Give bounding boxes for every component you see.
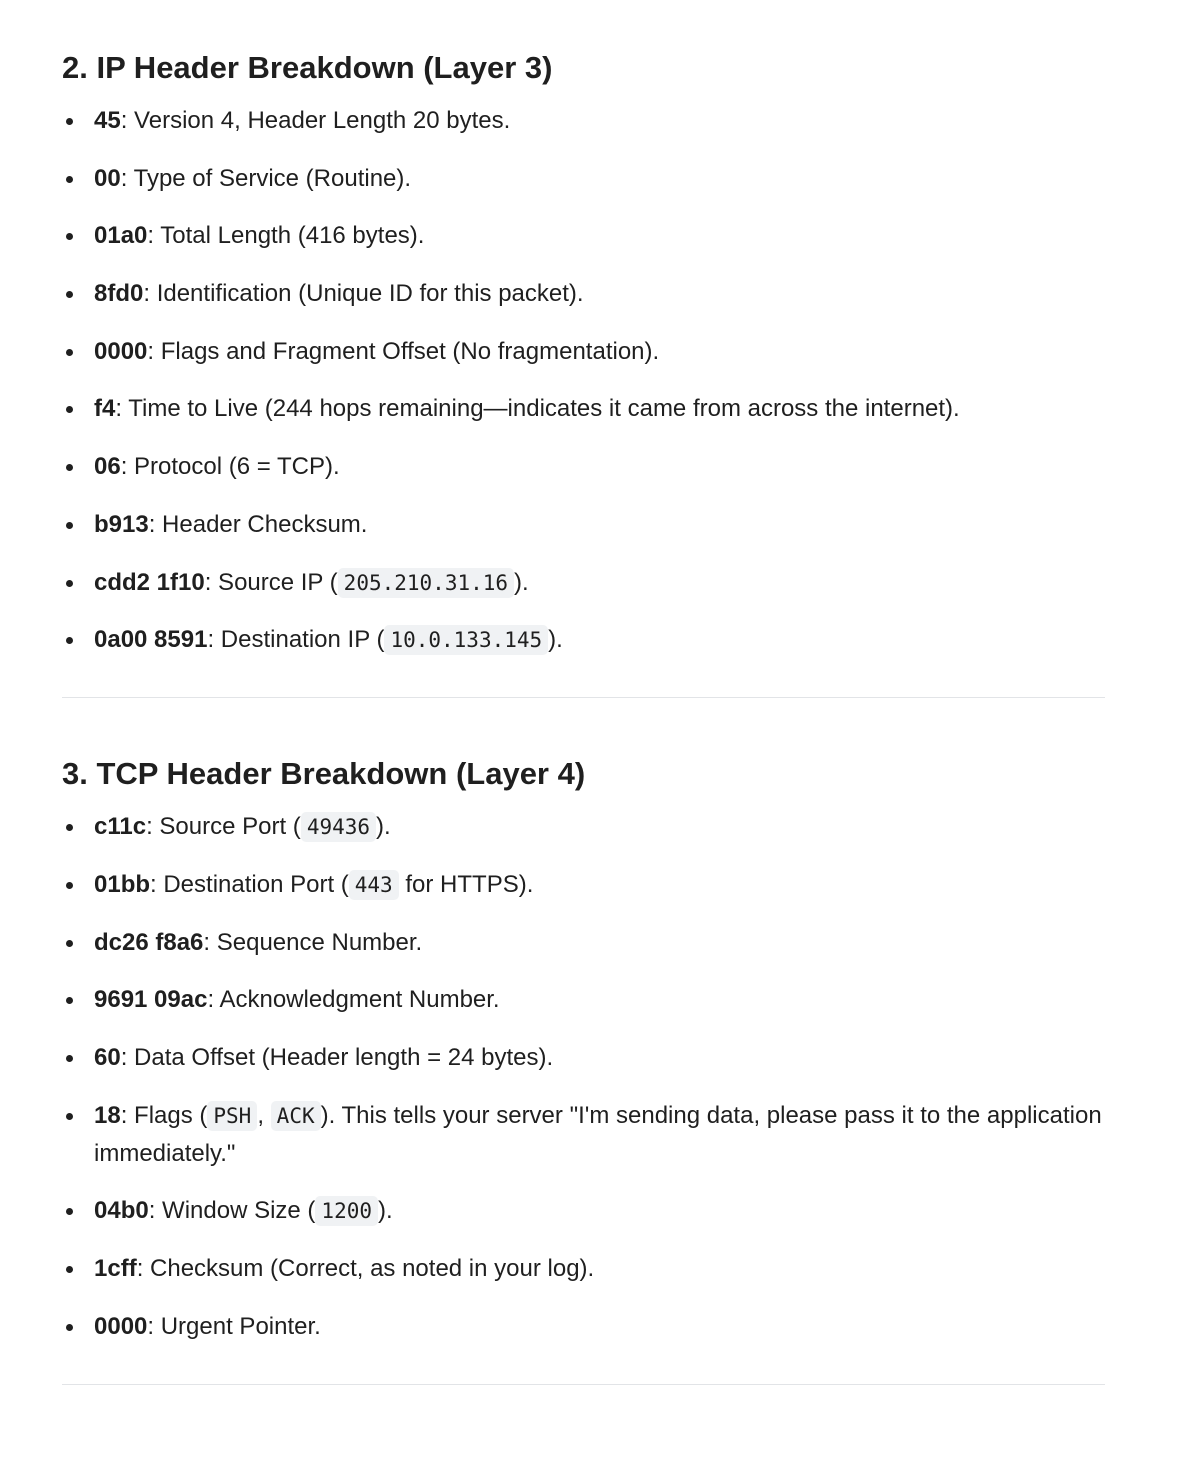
list-item <box>62 981 1105 1019</box>
field-hex: 04b0 <box>94 1197 149 1225</box>
list-item <box>62 217 1105 255</box>
field-hex: 01a0 <box>94 222 148 250</box>
field-hex: 06 <box>94 453 121 481</box>
ip-header-section <box>62 48 1105 659</box>
inline-code: ACK <box>271 1101 321 1131</box>
field-description: : Window Size ( <box>148 1197 316 1225</box>
inline-code: 49436 <box>301 812 376 842</box>
section-heading: 3. TCP Header Breakdown (Layer 4) <box>62 756 586 792</box>
inline-code: PSH <box>207 1101 257 1131</box>
field-description-end: ). <box>548 626 563 654</box>
field-description: : Urgent Pointer. <box>147 1312 321 1340</box>
field-hex: 18 <box>94 1101 121 1129</box>
field-description: : Acknowledgment Number. <box>207 986 500 1014</box>
field-description: : Sequence Number. <box>203 928 423 956</box>
list-item <box>62 390 1105 428</box>
field-hex: cdd2 1f10 <box>94 568 205 596</box>
list-item <box>62 1097 1105 1173</box>
field-description-end: ). <box>378 1197 393 1225</box>
field-hex: 00 <box>94 164 121 192</box>
field-hex: 0a00 8591 <box>94 626 208 654</box>
list-item <box>62 448 1105 486</box>
field-description: : Checksum (Correct, as noted in your log). <box>136 1255 595 1282</box>
field-description: : Destination Port ( <box>150 870 349 898</box>
section-heading: 2. IP Header Breakdown (Layer 3) <box>62 50 553 85</box>
ip-field-list <box>62 102 1105 659</box>
inline-code: 443 <box>349 870 399 900</box>
field-hex: 1cff <box>94 1255 137 1282</box>
field-hex: 01bb <box>94 870 151 898</box>
inline-code: 10.0.133.145 <box>384 625 548 655</box>
field-hex: 45 <box>94 107 121 134</box>
list-item <box>62 275 1105 313</box>
list-item <box>62 102 1105 140</box>
field-description: : Protocol (6 = TCP). <box>120 453 340 481</box>
field-description: : Flags and Fragment Offset (No fragmentation). <box>147 337 660 365</box>
inline-code: 1200 <box>315 1196 378 1226</box>
field-description-end: ). This tells your server "I'm sending data, please pass it to the application immediately." <box>94 1101 1102 1167</box>
list-item <box>62 621 1105 659</box>
list-item <box>62 924 1105 962</box>
field-description: : Identification (Unique ID for this packet). <box>143 280 584 308</box>
list-item <box>62 1308 1105 1346</box>
field-separator: , <box>257 1101 271 1129</box>
field-description: : Time to Live (244 hops remaining—indicates it came from across the internet). <box>115 395 960 423</box>
field-description: : Type of Service (Routine). <box>120 164 412 192</box>
section-divider <box>62 1384 1105 1385</box>
field-description-end: for HTTPS). <box>398 870 534 898</box>
field-hex: 60 <box>94 1043 121 1071</box>
field-hex: 0000 <box>94 1312 148 1340</box>
field-hex: c11c <box>94 813 147 841</box>
field-hex: f4 <box>94 395 116 423</box>
inline-code: 205.210.31.16 <box>338 568 514 598</box>
field-description: : Source IP ( <box>204 568 338 596</box>
field-description: : Destination IP ( <box>207 626 385 654</box>
field-description: : Data Offset (Header length = 24 bytes). <box>120 1043 554 1071</box>
field-description-end: ). <box>376 813 391 841</box>
list-item <box>62 160 1105 198</box>
list-item <box>62 866 1105 904</box>
list-item <box>62 506 1105 544</box>
field-description: : Flags ( <box>120 1101 208 1129</box>
field-description: : Header Checksum. <box>148 510 368 538</box>
section-divider <box>62 697 1105 698</box>
field-description: : Total Length (416 bytes). <box>147 222 425 250</box>
list-item <box>62 1192 1105 1230</box>
list-item <box>62 1250 1105 1288</box>
field-hex: 9691 09ac <box>94 986 208 1014</box>
field-description: : Source Port ( <box>146 813 301 841</box>
field-description: : Version 4, Header Length 20 bytes. <box>120 107 511 134</box>
list-item <box>62 808 1105 846</box>
list-item <box>62 333 1105 371</box>
field-hex: b913 <box>94 510 149 538</box>
field-hex: 0000 <box>94 337 148 365</box>
field-hex: dc26 f8a6 <box>94 928 204 956</box>
document-content <box>62 0 1105 1385</box>
list-item <box>62 564 1105 602</box>
tcp-field-list <box>62 808 1105 1346</box>
tcp-header-section <box>62 754 1105 1346</box>
field-hex: 8fd0 <box>94 280 144 308</box>
field-description-end: ). <box>514 568 529 596</box>
list-item <box>62 1039 1105 1077</box>
